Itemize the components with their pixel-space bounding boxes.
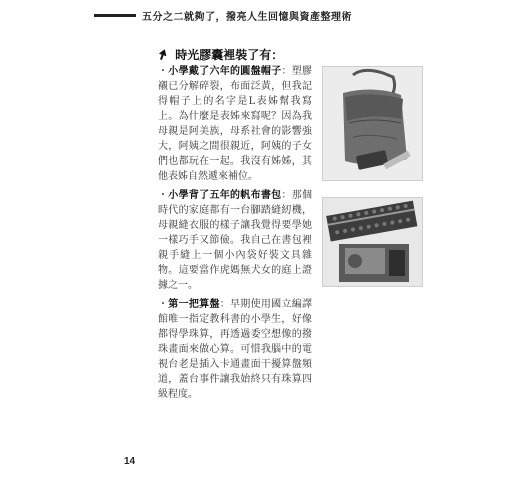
paragraph-text: ：早期使用國立編譯館唯一指定教科書的小學生，好像都得學珠算，再透過委空想像的撥珠畫面來做心算。可惜我腦中的電視台老是插入卡通畫面干擾算盤頻道，蓋台事件讓我始終只有珠算四級程度。 — [158, 299, 313, 400]
paragraph-schoolbag — [158, 188, 312, 293]
bullet: ・ — [158, 190, 169, 201]
paragraph-lead: 小學戴了六年的圓盤帽子 — [168, 66, 282, 77]
paragraph-text: ：那個時代的家庭都有一台腳踏縫紉機，母親縫衣服的樣子讓我覺得要學她一樣巧手又節儉。我自己在書包裡親手縫上一個小內袋好裝文具雜物。這要當作虎媽無犬女的庭上證據之一。 — [158, 190, 313, 291]
page-number: 14 — [124, 456, 136, 467]
running-head: 五分之二就夠了，撥亮人生回憶與資產整理術 — [142, 12, 352, 23]
header-rule — [94, 14, 136, 17]
body-text — [158, 64, 312, 406]
paragraph-lead: 小學背了五年的帆布書包 — [168, 190, 282, 201]
section-title — [158, 46, 283, 63]
paragraph-hat — [158, 64, 312, 184]
pen-nib-icon — [158, 48, 172, 62]
section-title-text: 時光膠囊裡裝了有： — [175, 48, 284, 62]
bullet: ・ — [158, 299, 169, 310]
schoolbag-photo — [322, 66, 423, 181]
paragraph-lead: 第一把算盤 — [168, 299, 220, 310]
paragraph-abacus — [158, 297, 312, 402]
abacus-photo — [322, 197, 423, 287]
paragraph-text: ：塑膠襯已分解碎裂，布面泛黃，但我記得帽子上的名字是L表姊幫我寫上。為什麼是表姊來寫呢？因為我母親是阿美族，母系社會的影響強大，阿姨之間很親近，阿姨的子女們也都玩在一起。我沒有姊姊，其他表姊自然遞來補位。 — [158, 66, 313, 182]
bullet: ・ — [158, 66, 169, 77]
